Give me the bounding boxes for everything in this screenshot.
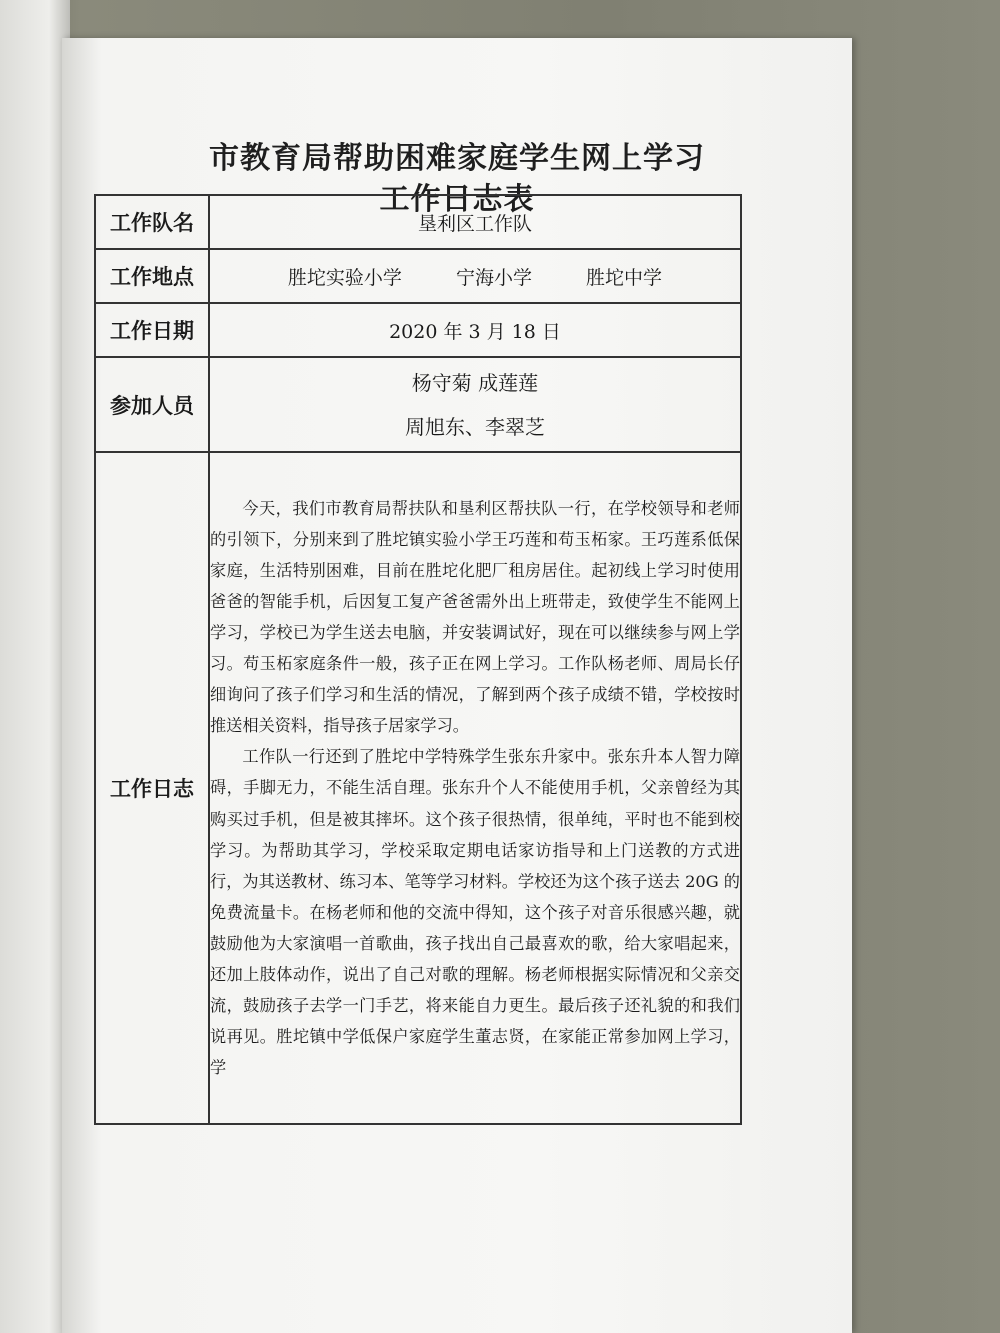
table-row [95, 452, 741, 1124]
table-row [95, 357, 741, 452]
work-log-label: 工作日志 [95, 452, 209, 1124]
work-date-label: 工作日期 [95, 303, 209, 357]
work-place-item: 胜坨实验小学 [287, 266, 402, 289]
underlying-page [0, 0, 70, 1333]
work-place-item: 宁海小学 [455, 266, 532, 289]
table-row [95, 303, 741, 357]
document-title: 市教育局帮助困难家庭学生网上学习 [209, 141, 705, 176]
participants-value [209, 357, 741, 452]
team-name-label: 工作队名 [95, 195, 209, 249]
work-place-value [209, 249, 741, 303]
document-subtitle: 工作日志表 [379, 182, 535, 217]
participants-label: 参加人员 [95, 357, 209, 452]
work-place-item: 胜坨中学 [586, 266, 663, 289]
participants-line: 杨守菊 成莲莲 [411, 370, 539, 395]
table-row [95, 249, 741, 303]
work-place-label: 工作地点 [95, 249, 209, 303]
work-date-value: 2020 年 3 月 18 日 [209, 303, 741, 357]
work-log-table [94, 194, 742, 1125]
table-row [95, 195, 741, 249]
document-page [62, 38, 852, 1333]
work-log-content [209, 452, 741, 1124]
participants-line: 周旭东、李翠芝 [405, 414, 545, 439]
log-paragraph: 工作队一行还到了胜坨中学特殊学生张东升家中。张东升本人智力障碍，手脚无力，不能生活自理。张东升个人不能使用手机，父亲曾经为其购买过手机，但是被其摔坏。这个孩子很热情，很单纯，平时也不能到校学习。为帮助其学习，学校采取定期电话家访指导和上门送教的方式进行，为其送教材、练习本、笔等学习材料。学校还为这个孩子送去 20G 的免费流量卡。在杨老师和他的交流中得知，这个孩子对音乐很感兴趣，就鼓励他为大家演唱一首歌曲，孩子找出自己最喜欢的歌，给大家唱起来，还加上肢体动作，说出了自己对歌的理解。杨老师根据实际情况和父亲交流，鼓励孩子去学一门手艺，将来能自力更生。最后孩子还礼貌的和我们说再见。胜坨镇中学低保户家庭学生董志贤，在家能正常参加网上学习，学 [210, 747, 740, 1078]
team-name-value: 垦利区工作队 [209, 195, 741, 249]
log-paragraph: 今天，我们市教育局帮扶队和垦利区帮扶队一行，在学校领导和老师的引领下，分别来到了胜坨镇实验小学王巧莲和苟玉柘家。王巧莲系低保家庭，生活特别困难，目前在胜坨化肥厂租房居住。起初线上学习时使用爸爸的智能手机，后因复工复产爸爸需外出上班带走，致使学生不能网上学习，学校已为学生送去电脑，并安装调试好，现在可以继续参与网上学习。苟玉柘家庭条件一般，孩子正在网上学习。工作队杨老师、周局长仔细询问了孩子们学习和生活的情况，了解到两个孩子成绩不错，学校按时推送相关资料，指导孩子居家学习。 [210, 498, 740, 736]
